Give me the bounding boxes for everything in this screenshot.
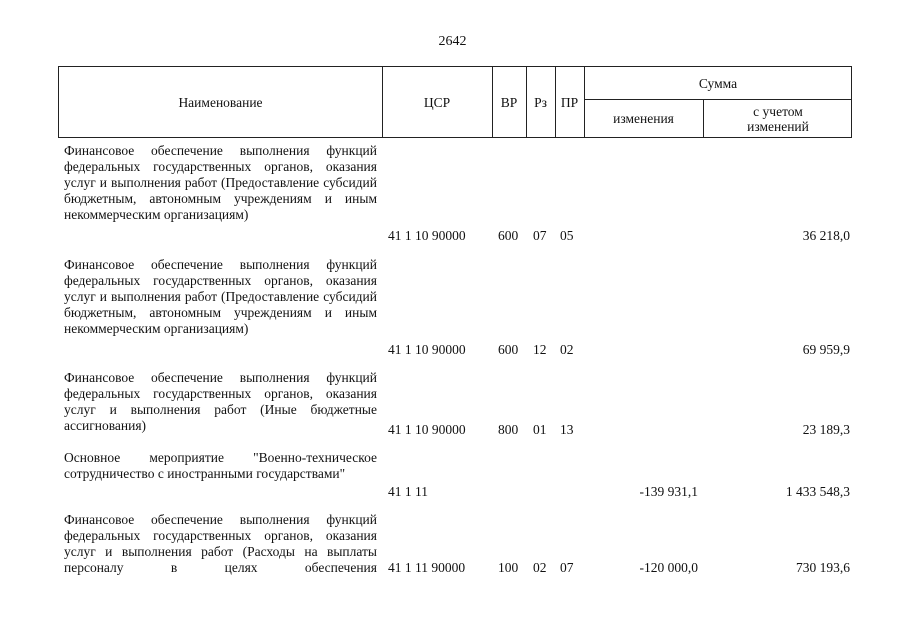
row-rz: 12 <box>533 342 547 357</box>
table-row <box>58 370 852 440</box>
row-total: 69 959,9 <box>802 342 850 357</box>
row-pr: 05 <box>560 228 574 243</box>
row-change: -120 000,0 <box>639 560 698 575</box>
header-csr: ЦСР <box>423 94 451 110</box>
header-rz: Рз <box>534 94 547 110</box>
row-vr: 800 <box>498 422 519 437</box>
row-rz: 01 <box>533 422 547 437</box>
header-vr: ВР <box>500 94 518 110</box>
row-vr: 600 <box>498 342 519 357</box>
header-name: Наименование <box>178 94 263 110</box>
row-rz: 02 <box>533 560 547 575</box>
row-vr: 600 <box>498 228 519 243</box>
header-change: изменения <box>613 111 674 126</box>
row-csr: 41 1 10 90000 <box>388 422 466 437</box>
row-vr: 100 <box>498 560 519 575</box>
row-pr: 02 <box>560 342 574 357</box>
row-pr: 07 <box>560 560 574 575</box>
row-total: 1 433 548,3 <box>785 484 850 499</box>
table-row <box>58 450 852 502</box>
row-change: -139 931,1 <box>639 484 698 499</box>
row-name: Основное мероприятие "Военно-техническое сотрудничество с иностранными государствами" <box>64 450 377 481</box>
row-csr: 41 1 11 90000 <box>388 560 466 575</box>
header-sum: Сумма <box>698 75 738 91</box>
row-csr: 41 1 10 90000 <box>388 342 466 357</box>
header-pr: ПР <box>560 94 579 110</box>
table-row <box>58 512 852 582</box>
row-name: Финансовое обеспечение выполнения функций федеральных государственных органов, оказания услуг и выполнения работ (Предоставление субсидий бюджетным, автономным учреждениям и иным некоммерческим организациям) <box>64 257 377 336</box>
row-pr: 13 <box>560 422 574 437</box>
page-number: 2642 <box>438 34 467 49</box>
row-total: 23 189,3 <box>802 422 850 437</box>
row-name: Финансовое обеспечение выполнения функций федеральных государственных органов, оказания услуг и выполнения работ (Иные бюджетные ассигнования) <box>64 370 377 433</box>
table-header <box>58 66 852 138</box>
row-total: 36 218,0 <box>802 228 850 243</box>
row-csr: 41 1 11 <box>388 484 428 499</box>
row-total: 730 193,6 <box>796 560 850 575</box>
table-row <box>58 257 852 362</box>
row-name: Финансовое обеспечение выполнения функций федеральных государственных органов, оказания услуг и выполнения работ (Предоставление субсидий бюджетным, автономным учреждениям и иным некоммерческим организациям) <box>64 143 377 222</box>
header-with-change: с учетом изменений <box>747 103 809 134</box>
table-row <box>58 143 852 248</box>
row-name: Финансовое обеспечение выполнения функций федеральных государственных органов, оказания услуг и выполнения работ (Расходы на выплаты персоналу в целях обеспечения <box>64 512 377 575</box>
row-rz: 07 <box>533 228 547 243</box>
row-csr: 41 1 10 90000 <box>388 228 466 243</box>
